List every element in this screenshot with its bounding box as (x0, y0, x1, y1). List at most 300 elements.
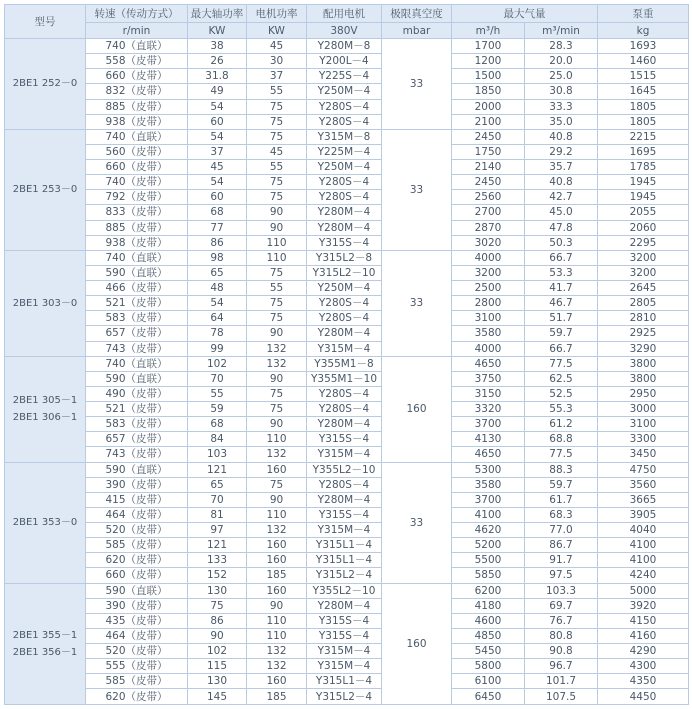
motor-cell: Y280S－4 (307, 99, 382, 114)
weight-cell: 3800 (598, 371, 689, 386)
motor-power-cell: 90 (247, 598, 307, 613)
airflow-min-cell: 59.7 (525, 477, 598, 492)
table-row (5, 84, 689, 99)
model-name: 2BE1 303－0 (12, 297, 78, 309)
header-shaft-power-unit: KW (188, 23, 247, 39)
airflow-min-cell: 101.7 (525, 674, 598, 689)
speed-cell: 620（皮带） (86, 689, 188, 705)
shaft-power-cell: 54 (188, 99, 247, 114)
motor-power-cell: 75 (247, 311, 307, 326)
shaft-power-cell: 102 (188, 356, 247, 371)
model-cell (5, 583, 86, 705)
table-row (5, 417, 689, 432)
motor-cell: Y250M－4 (307, 84, 382, 99)
table-row (5, 598, 689, 613)
motor-cell: Y315L2－8 (307, 250, 382, 265)
table-row (5, 553, 689, 568)
airflow-min-cell: 88.3 (525, 462, 598, 477)
weight-cell: 4100 (598, 538, 689, 553)
speed-cell: 521（皮带） (86, 296, 188, 311)
vacuum-cell: 160 (382, 356, 452, 462)
motor-cell: Y355M1－8 (307, 356, 382, 371)
header-speed-unit: r/min (86, 23, 188, 39)
airflow-min-cell: 47.8 (525, 220, 598, 235)
airflow-min-cell: 80.8 (525, 628, 598, 643)
airflow-h-cell: 2100 (452, 114, 525, 129)
table-row (5, 447, 689, 462)
airflow-min-cell: 40.8 (525, 175, 598, 190)
vacuum-cell: 33 (382, 250, 452, 356)
motor-cell: Y315L2－4 (307, 568, 382, 583)
airflow-h-cell: 6200 (452, 583, 525, 598)
header-weight-unit: kg (598, 23, 689, 39)
shaft-power-cell: 84 (188, 432, 247, 447)
model-name: 2BE1 252－0 (12, 78, 78, 90)
motor-power-cell: 90 (247, 205, 307, 220)
weight-cell: 2805 (598, 296, 689, 311)
motor-cell: Y315S－4 (307, 507, 382, 522)
motor-cell: Y280S－4 (307, 296, 382, 311)
motor-cell: Y280S－4 (307, 402, 382, 417)
header-speed: 转速（传动方式） (86, 5, 188, 23)
weight-cell: 3200 (598, 265, 689, 280)
speed-cell: 740（直联） (86, 356, 188, 371)
table-row (5, 235, 689, 250)
airflow-h-cell: 1200 (452, 54, 525, 69)
airflow-h-cell: 4650 (452, 356, 525, 371)
motor-cell: Y315M－4 (307, 447, 382, 462)
airflow-h-cell: 3150 (452, 386, 525, 401)
airflow-min-cell: 25.0 (525, 69, 598, 84)
motor-power-cell: 132 (247, 659, 307, 674)
table-row (5, 190, 689, 205)
motor-cell: Y355L2－10 (307, 462, 382, 477)
vacuum-cell: 33 (382, 129, 452, 250)
motor-power-cell: 160 (247, 462, 307, 477)
weight-cell: 4160 (598, 628, 689, 643)
motor-power-cell: 160 (247, 583, 307, 598)
shaft-power-cell: 121 (188, 538, 247, 553)
speed-cell: 590（直联） (86, 583, 188, 598)
weight-cell: 2295 (598, 235, 689, 250)
weight-cell: 3920 (598, 598, 689, 613)
table-row (5, 674, 689, 689)
airflow-h-cell: 2140 (452, 160, 525, 175)
motor-cell: Y250M－4 (307, 281, 382, 296)
airflow-h-cell: 4130 (452, 432, 525, 447)
motor-power-cell: 110 (247, 613, 307, 628)
motor-power-cell: 110 (247, 628, 307, 643)
shaft-power-cell: 90 (188, 628, 247, 643)
table-row (5, 311, 689, 326)
shaft-power-cell: 103 (188, 447, 247, 462)
table-row (5, 583, 689, 598)
airflow-h-cell: 2500 (452, 281, 525, 296)
model-name: 2BE1 253－0 (12, 184, 78, 196)
motor-cell: Y315M－4 (307, 523, 382, 538)
airflow-min-cell: 62.5 (525, 371, 598, 386)
speed-cell: 520（皮带） (86, 644, 188, 659)
vacuum-cell: 33 (382, 462, 452, 583)
model-cell (5, 250, 86, 356)
motor-cell: Y315M－4 (307, 644, 382, 659)
speed-cell: 740（直联） (86, 129, 188, 144)
motor-power-cell: 160 (247, 553, 307, 568)
model-cell (5, 462, 86, 583)
table-row (5, 129, 689, 144)
motor-cell: Y355M1－10 (307, 371, 382, 386)
model-cell (5, 39, 86, 130)
speed-cell: 590（直联） (86, 462, 188, 477)
airflow-min-cell: 33.3 (525, 99, 598, 114)
airflow-min-cell: 77.5 (525, 356, 598, 371)
header-motor-power-unit: KW (247, 23, 307, 39)
motor-power-cell: 110 (247, 507, 307, 522)
speed-cell: 660（皮带） (86, 568, 188, 583)
table-row (5, 644, 689, 659)
motor-cell: Y315L1－4 (307, 674, 382, 689)
airflow-h-cell: 3580 (452, 477, 525, 492)
motor-power-cell: 90 (247, 492, 307, 507)
pump-spec-table (4, 4, 689, 705)
table-header (5, 5, 689, 39)
airflow-min-cell: 42.7 (525, 190, 598, 205)
shaft-power-cell: 31.8 (188, 69, 247, 84)
shaft-power-cell: 54 (188, 296, 247, 311)
header-motor-power: 电机功率 (247, 5, 307, 23)
weight-cell: 3290 (598, 341, 689, 356)
speed-cell: 583（皮带） (86, 311, 188, 326)
airflow-min-cell: 45.0 (525, 205, 598, 220)
speed-cell: 743（皮带） (86, 341, 188, 356)
motor-power-cell: 75 (247, 477, 307, 492)
table-row (5, 326, 689, 341)
table-row (5, 144, 689, 159)
airflow-min-cell: 35.7 (525, 160, 598, 175)
motor-cell: Y280S－4 (307, 311, 382, 326)
table-row (5, 613, 689, 628)
airflow-h-cell: 6450 (452, 689, 525, 705)
airflow-min-cell: 90.8 (525, 644, 598, 659)
airflow-h-cell: 3700 (452, 417, 525, 432)
motor-power-cell: 75 (247, 402, 307, 417)
motor-power-cell: 90 (247, 417, 307, 432)
table-row (5, 538, 689, 553)
motor-cell: Y315M－8 (307, 129, 382, 144)
table-row (5, 175, 689, 190)
table-row (5, 402, 689, 417)
airflow-h-cell: 2000 (452, 99, 525, 114)
airflow-min-cell: 76.7 (525, 613, 598, 628)
speed-cell: 743（皮带） (86, 447, 188, 462)
shaft-power-cell: 68 (188, 205, 247, 220)
motor-power-cell: 132 (247, 523, 307, 538)
weight-cell: 1945 (598, 190, 689, 205)
header-airflow-unit-h: m³/h (452, 23, 525, 39)
shaft-power-cell: 81 (188, 507, 247, 522)
shaft-power-cell: 60 (188, 190, 247, 205)
shaft-power-cell: 54 (188, 129, 247, 144)
table-row (5, 507, 689, 522)
motor-cell: Y280S－4 (307, 114, 382, 129)
speed-cell: 885（皮带） (86, 220, 188, 235)
shaft-power-cell: 99 (188, 341, 247, 356)
shaft-power-cell: 70 (188, 492, 247, 507)
airflow-h-cell: 5450 (452, 644, 525, 659)
shaft-power-cell: 152 (188, 568, 247, 583)
motor-cell: Y315L1－4 (307, 538, 382, 553)
motor-cell: Y280S－4 (307, 175, 382, 190)
motor-power-cell: 185 (247, 568, 307, 583)
airflow-h-cell: 5500 (452, 553, 525, 568)
airflow-min-cell: 107.5 (525, 689, 598, 705)
airflow-min-cell: 53.3 (525, 265, 598, 280)
motor-power-cell: 37 (247, 69, 307, 84)
airflow-h-cell: 2560 (452, 190, 525, 205)
table-row (5, 99, 689, 114)
vacuum-cell: 33 (382, 39, 452, 130)
speed-cell: 590（直联） (86, 265, 188, 280)
speed-cell: 490（皮带） (86, 386, 188, 401)
airflow-min-cell: 91.7 (525, 553, 598, 568)
table-row (5, 568, 689, 583)
header-motor-unit: 380V (307, 23, 382, 39)
table-row (5, 492, 689, 507)
motor-cell: Y355L2－10 (307, 583, 382, 598)
table-row (5, 54, 689, 69)
airflow-h-cell: 3020 (452, 235, 525, 250)
motor-cell: Y280S－4 (307, 477, 382, 492)
motor-cell: Y280M－4 (307, 220, 382, 235)
weight-cell: 3200 (598, 250, 689, 265)
table-row (5, 659, 689, 674)
weight-cell: 1645 (598, 84, 689, 99)
weight-cell: 2645 (598, 281, 689, 296)
motor-power-cell: 90 (247, 371, 307, 386)
weight-cell: 1785 (598, 160, 689, 175)
speed-cell: 792（皮带） (86, 190, 188, 205)
table-body (5, 39, 689, 705)
speed-cell: 657（皮带） (86, 432, 188, 447)
motor-cell: Y280M－8 (307, 39, 382, 54)
shaft-power-cell: 37 (188, 144, 247, 159)
motor-power-cell: 90 (247, 326, 307, 341)
airflow-h-cell: 2450 (452, 175, 525, 190)
table-row (5, 281, 689, 296)
motor-power-cell: 30 (247, 54, 307, 69)
speed-cell: 833（皮带） (86, 205, 188, 220)
motor-power-cell: 132 (247, 356, 307, 371)
table-row (5, 265, 689, 280)
shaft-power-cell: 130 (188, 583, 247, 598)
model-cell (5, 356, 86, 462)
motor-power-cell: 90 (247, 220, 307, 235)
table-row (5, 371, 689, 386)
motor-power-cell: 55 (247, 84, 307, 99)
airflow-h-cell: 1850 (452, 84, 525, 99)
shaft-power-cell: 59 (188, 402, 247, 417)
motor-cell: Y280M－4 (307, 598, 382, 613)
motor-cell: Y280M－4 (307, 492, 382, 507)
airflow-min-cell: 97.5 (525, 568, 598, 583)
motor-cell: Y315M－4 (307, 659, 382, 674)
motor-power-cell: 55 (247, 160, 307, 175)
airflow-h-cell: 1750 (452, 144, 525, 159)
airflow-h-cell: 3580 (452, 326, 525, 341)
header-vacuum-unit: mbar (382, 23, 452, 39)
airflow-h-cell: 4600 (452, 613, 525, 628)
airflow-h-cell: 2700 (452, 205, 525, 220)
table-row (5, 689, 689, 705)
weight-cell: 2055 (598, 205, 689, 220)
airflow-min-cell: 46.7 (525, 296, 598, 311)
airflow-h-cell: 4000 (452, 341, 525, 356)
speed-cell: 521（皮带） (86, 402, 188, 417)
motor-cell: Y225S－4 (307, 69, 382, 84)
table-row (5, 356, 689, 371)
airflow-h-cell: 6100 (452, 674, 525, 689)
airflow-min-cell: 68.3 (525, 507, 598, 522)
airflow-min-cell: 28.3 (525, 39, 598, 54)
speed-cell: 740（直联） (86, 39, 188, 54)
motor-power-cell: 110 (247, 250, 307, 265)
airflow-min-cell: 40.8 (525, 129, 598, 144)
airflow-h-cell: 3320 (452, 402, 525, 417)
shaft-power-cell: 86 (188, 613, 247, 628)
model-name: 2BE1 305－1 (12, 395, 78, 407)
header-vacuum: 极限真空度 (382, 5, 452, 23)
motor-cell: Y315L2－10 (307, 265, 382, 280)
weight-cell: 4450 (598, 689, 689, 705)
motor-cell: Y315S－4 (307, 628, 382, 643)
airflow-min-cell: 50.3 (525, 235, 598, 250)
shaft-power-cell: 68 (188, 417, 247, 432)
weight-cell: 4150 (598, 613, 689, 628)
vacuum-cell: 160 (382, 583, 452, 705)
motor-power-cell: 75 (247, 190, 307, 205)
model-cell (5, 129, 86, 250)
speed-cell: 415（皮带） (86, 492, 188, 507)
shaft-power-cell: 121 (188, 462, 247, 477)
motor-power-cell: 75 (247, 99, 307, 114)
weight-cell: 2060 (598, 220, 689, 235)
airflow-min-cell: 96.7 (525, 659, 598, 674)
speed-cell: 435（皮带） (86, 613, 188, 628)
weight-cell: 1945 (598, 175, 689, 190)
weight-cell: 1693 (598, 39, 689, 54)
table-row (5, 386, 689, 401)
weight-cell: 1460 (598, 54, 689, 69)
airflow-min-cell: 51.7 (525, 311, 598, 326)
motor-power-cell: 75 (247, 296, 307, 311)
weight-cell: 4240 (598, 568, 689, 583)
weight-cell: 4300 (598, 659, 689, 674)
table-row (5, 523, 689, 538)
airflow-min-cell: 55.3 (525, 402, 598, 417)
weight-cell: 3100 (598, 417, 689, 432)
speed-cell: 555（皮带） (86, 659, 188, 674)
table-row (5, 205, 689, 220)
airflow-h-cell: 2870 (452, 220, 525, 235)
table-row (5, 628, 689, 643)
shaft-power-cell: 98 (188, 250, 247, 265)
speed-cell: 938（皮带） (86, 235, 188, 250)
shaft-power-cell: 97 (188, 523, 247, 538)
airflow-h-cell: 3200 (452, 265, 525, 280)
airflow-h-cell: 4620 (452, 523, 525, 538)
speed-cell: 657（皮带） (86, 326, 188, 341)
speed-cell: 660（皮带） (86, 69, 188, 84)
airflow-h-cell: 2800 (452, 296, 525, 311)
table-row (5, 39, 689, 54)
motor-cell: Y280M－4 (307, 205, 382, 220)
motor-power-cell: 75 (247, 386, 307, 401)
speed-cell: 620（皮带） (86, 553, 188, 568)
header-airflow-unit-min: m³/min (525, 23, 598, 39)
shaft-power-cell: 115 (188, 659, 247, 674)
shaft-power-cell: 145 (188, 689, 247, 705)
motor-power-cell: 45 (247, 144, 307, 159)
shaft-power-cell: 65 (188, 477, 247, 492)
shaft-power-cell: 102 (188, 644, 247, 659)
airflow-min-cell: 68.8 (525, 432, 598, 447)
weight-cell: 4290 (598, 644, 689, 659)
weight-cell: 3560 (598, 477, 689, 492)
airflow-min-cell: 35.0 (525, 114, 598, 129)
header-weight: 泵重 (598, 5, 689, 23)
weight-cell: 3905 (598, 507, 689, 522)
table-row (5, 462, 689, 477)
weight-cell: 4750 (598, 462, 689, 477)
airflow-h-cell: 5200 (452, 538, 525, 553)
motor-cell: Y315S－4 (307, 432, 382, 447)
table-row (5, 250, 689, 265)
weight-cell: 1695 (598, 144, 689, 159)
airflow-min-cell: 61.7 (525, 492, 598, 507)
airflow-min-cell: 30.8 (525, 84, 598, 99)
airflow-h-cell: 4650 (452, 447, 525, 462)
airflow-h-cell: 3700 (452, 492, 525, 507)
airflow-min-cell: 59.7 (525, 326, 598, 341)
table-row (5, 432, 689, 447)
motor-power-cell: 75 (247, 114, 307, 129)
table-row (5, 114, 689, 129)
motor-cell: Y315L2－4 (307, 689, 382, 705)
shaft-power-cell: 75 (188, 598, 247, 613)
shaft-power-cell: 54 (188, 175, 247, 190)
speed-cell: 390（皮带） (86, 598, 188, 613)
shaft-power-cell: 133 (188, 553, 247, 568)
motor-cell: Y280S－4 (307, 386, 382, 401)
motor-cell: Y280M－4 (307, 417, 382, 432)
airflow-h-cell: 3100 (452, 311, 525, 326)
motor-cell: Y200L－4 (307, 54, 382, 69)
motor-power-cell: 160 (247, 538, 307, 553)
motor-power-cell: 132 (247, 644, 307, 659)
motor-power-cell: 132 (247, 447, 307, 462)
airflow-min-cell: 66.7 (525, 341, 598, 356)
weight-cell: 4040 (598, 523, 689, 538)
airflow-min-cell: 41.7 (525, 281, 598, 296)
shaft-power-cell: 49 (188, 84, 247, 99)
airflow-h-cell: 2450 (452, 129, 525, 144)
table-row (5, 296, 689, 311)
speed-cell: 583（皮带） (86, 417, 188, 432)
motor-power-cell: 160 (247, 674, 307, 689)
motor-power-cell: 55 (247, 281, 307, 296)
speed-cell: 590（直联） (86, 371, 188, 386)
speed-cell: 740（直联） (86, 250, 188, 265)
